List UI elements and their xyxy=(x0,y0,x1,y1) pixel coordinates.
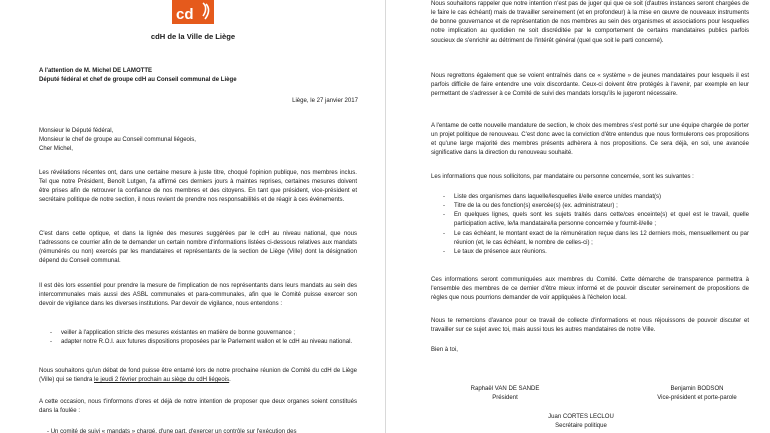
signature-block xyxy=(440,385,570,403)
closing: Bien à toi, xyxy=(431,347,458,353)
signature-block xyxy=(516,413,646,431)
signatory-name: Raphaël VAN DE SANDE xyxy=(470,386,540,392)
list-item: - Le cas échéant, le montant exact de la rémunération reçue dans les 12 derniers mois, mensuellement ou par réunion (et, le cas échéant, le nombre de celles-ci) ; xyxy=(440,230,749,248)
paragraph: Nous souhaitons rappeler que notre intention n'est pas de juger qui que ce soit (d'autres instances seront chargées de le faire le cas échéant) mais de travailler sereinement (et en profondeur) à la mise en œuvre de nouveaux instruments de bonne gouvernance et de représentation de nos membres au sein des organismes et associations pour lesquelles notre implication au quotidien ne soit discréditée par le comportement de certains mandataires publics parfois soucieux de s'enrichir au détriment de l'intérêt général (quel que soit le parti concerné). xyxy=(431,1,749,44)
paragraph: Les révélations récentes ont, dans une certaine mesure à juste titre, choqué l'opinion publique, nos membres inclus. Tel que notre Président, Benoît Lutgen, l'a affirmé ces derniers jours à maintes reprises, certaines mesures doivent être prises afin de retrouver la confiance de nos membres et des citoyens. En tant que président, vice-président et secrétaire politique de notre section, il nous revient de prendre nos responsabilités et de réagir à ces événements. xyxy=(39,170,357,204)
svg-text:cd: cd xyxy=(176,6,194,23)
paragraph: A l'entame de cette nouvelle mandature de section, le choix des membres s'est porté sur une équipe chargée de porter un projet politique de renouveau. C'est donc avec la conviction d'être entendus que nous formulerons ces propositions et qu'une large majorité des membres présents adhèrera à nos propositions. Ce sera déjà, en soi, une avancée significative dans la direction du renouveau souhaité. xyxy=(431,123,749,157)
organization-name: cdH de la Ville de Liège xyxy=(150,32,236,41)
paragraph xyxy=(39,367,357,385)
salutation-line: Monsieur le Député fédéral, xyxy=(39,128,114,134)
salutation-line: Cher Michel, xyxy=(39,146,73,153)
signatory-role: Vice-président et porte-parole xyxy=(657,395,737,402)
paragraph-text: . xyxy=(229,377,231,384)
list-item: - adapter notre R.O.I. aux futures dispositions proposées par le Parlement wallon et le cdH au niveau national. xyxy=(47,338,357,347)
list-item: - Liste des organismes dans laquelle/lesquelles il/elle exerce un/des mandat(s) xyxy=(440,193,749,202)
information-list xyxy=(440,193,749,257)
letter-date: Liège, le 27 janvier 2017 xyxy=(292,98,358,104)
paragraph: Ces informations seront communiquées aux membres du Comité. Cette démarche de transparence permettra à l'ensemble des membres de ce dernier d'être mieux informé et de pouvoir discuter sereinement de propositions de règles que nous pourrions demander de voir appliquées à l'échelon local. xyxy=(431,277,749,302)
list-item: - Titre de la ou des fonction(s) exercée(s) (ex. administrateur) ; xyxy=(440,202,749,211)
paragraph: - Un comité de suivi « mandats » chargé, d'une part, d'exercer un contrôle sur l'exécution des xyxy=(47,429,297,433)
signatory-role: Président xyxy=(492,395,518,402)
list-item: - veiller à l'application stricte des mesures existantes en matière de bonne gouvernance ; xyxy=(47,329,357,338)
signatory-role: Secrétaire politique xyxy=(555,423,607,430)
paragraph: C'est dans cette optique, et dans la lignée des mesures suggérées par le cdH au niveau national, que nous t'adressons ce courrier afin de te demander un certain nombre d'informations listées ci-dessous relatives aux mandats (rémunérés ou non) exercés par les mandataires et représentants de la section de Liège (Ville) dont la désignation dépend du Conseil communal. xyxy=(39,231,357,265)
list-item: - Le taux de présence aux réunions. xyxy=(440,248,749,257)
attention-line: A l'attention de M. Michel DE LAMOTTE xyxy=(39,68,153,74)
paragraph: A cette occasion, nous t'informons d'ores et déjà de notre intention de proposer que deux organes soient constitués dans la foulée : xyxy=(39,399,357,415)
meeting-date: le jeudi 2 février prochain au siège du cdH liégeois xyxy=(94,377,230,384)
vigilance-list xyxy=(47,329,357,347)
signature-block xyxy=(632,385,762,403)
paragraph: Les informations que nous sollicitons, par mandataire ou personne concernée, sont les suivantes : xyxy=(431,174,694,180)
list-item: - En quelques lignes, quels sont les sujets traités dans cette/ces enceinte(s) et quel est le travail, quelle participation active, le/la mandataire/la personne concernée y fournit-il/elle ; xyxy=(440,211,749,229)
paragraph: Nous te remercions d'avance pour ce travail de collecte d'informations et nous réjouissons de pouvoir discuter et travailler sur ce sujet avec toi, mais aussi tous les autres mandataires de notre Ville. xyxy=(431,318,749,334)
letter-page-2 xyxy=(386,0,770,433)
salutation-line: Monsieur le chef de groupe au Conseil communal liégeois, xyxy=(39,137,196,144)
paragraph: Il est dès lors essentiel pour prendre la mesure de l'implication de nos représentants dans leurs mandats au sein des intercommunales mais aussi des ASBL communales et para-communales, afin que le Comité puisse exercer son devoir de vigilance dans les diverses institutions. Par devoir de vigilance, nous entendons : xyxy=(39,283,357,308)
signatory-name: Juan CORTES LECLOU xyxy=(548,414,614,420)
paragraph: Nous regrettons également que se voient entraînés dans ce « système » de jeunes mandataires pour lesquels il est parfois difficile de faire entendre une voix discordante. Ceux-ci doivent être protégés à l'avenir, par exemple en leur permettant de s'adresser à ce Comité de suivi des mandats lorsqu'ils le jugeront nécessaire. xyxy=(431,73,749,98)
cdh-logo xyxy=(172,0,214,24)
recipient-title: Député fédéral et chef de groupe cdH au Conseil communal de Liège xyxy=(39,77,237,84)
signatory-name: Benjamin BODSON xyxy=(670,386,724,392)
paragraph-text: Nous souhaitons qu'un débat de fond puisse être entamé lors de notre prochaine réunion de Comité du cdH de Liège (Ville) qui se tiendra xyxy=(39,368,357,384)
